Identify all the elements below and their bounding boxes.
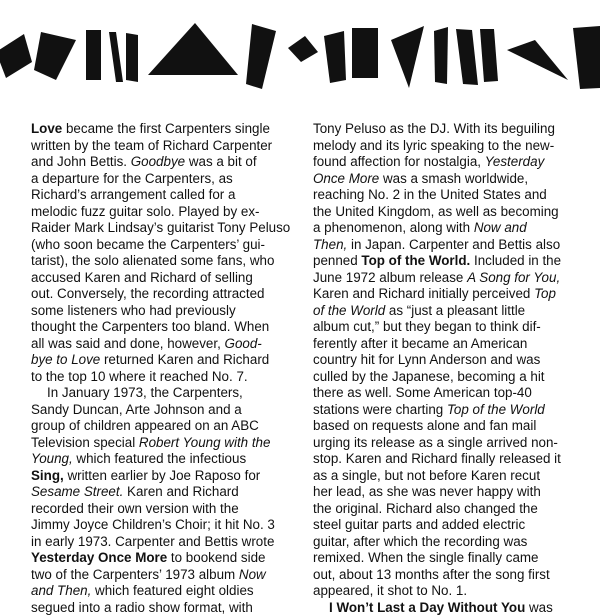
text-run: accused Karen and Richard of selling [31,270,253,285]
text-line [31,303,281,320]
text-line [31,319,281,336]
text-line [31,138,281,155]
text-run: June 1972 album release [313,270,467,285]
text-run: thought the Carpenters too bland. When [31,319,269,334]
text-line [31,220,281,237]
text-line [313,468,563,485]
banner-shape [324,31,346,83]
text-run: was a smash worldwide, [379,171,528,186]
text-run: guitar, after which the recording was [313,534,527,549]
text-line [313,319,563,336]
song-title-bold: Sing, [31,468,64,483]
text-line [313,451,563,468]
text-run: returned Karen and Richard [100,352,269,367]
text-line [313,369,563,386]
text-run: remixed. When the single finally came [313,550,539,565]
text-line [31,204,281,221]
text-line [313,484,563,501]
text-run: country hit for Lynn Anderson and was [313,352,540,367]
text-run: a departure for the Carpenters, as [31,171,233,186]
song-title-bold: Yesterday Once More [31,550,167,565]
text-run: (who soon became the Carpenters’ gui- [31,237,265,252]
text-run: Television special [31,435,139,450]
text-line [313,352,563,369]
text-run: the original. Richard also changed the [313,501,538,516]
text-run: was [525,600,553,615]
text-line [313,600,563,616]
text-run: Karen and Richard [123,484,238,499]
text-run: which featured eight oldies [91,583,253,598]
text-line [313,501,563,518]
text-line [31,121,281,138]
text-run: her lead, as she was never happy with [313,484,541,499]
text-run: in Japan. Carpenter and Bettis also [347,237,560,252]
text-line [31,385,281,402]
text-run: reaching No. 2 in the United States and [313,187,547,202]
text-line [313,385,563,402]
text-run: Jimmy Joyce Children’s Choir; it hit No. 3 [31,517,275,532]
text-line [31,484,281,501]
text-run: became the first Carpenters single [62,121,270,136]
text-line [31,567,281,584]
banner-shape [86,30,101,80]
text-run: recorded their own version with the [31,501,239,516]
text-line [313,402,563,419]
title-italic: Young, [31,451,73,466]
article-left-column [31,121,281,616]
text-line [313,534,563,551]
text-run: to the top 10 where it reached No. 7. [31,369,248,384]
text-run: Sandy Duncan, Arte Johnson and a [31,402,242,417]
title-italic: Top [534,286,556,301]
song-title-bold: Love [31,121,62,136]
text-run: penned [313,253,361,268]
text-line [31,468,281,485]
banner-shape [573,26,600,89]
title-italic: Good- [225,336,262,351]
text-line [313,187,563,204]
text-line [313,220,563,237]
text-line [313,138,563,155]
text-line [31,534,281,551]
text-run: stations were charting [313,402,447,417]
text-run: melodic fuzz guitar solo. Played by ex- [31,204,260,219]
text-line [31,550,281,567]
text-line [31,270,281,287]
text-run: out. Conversely, the recording attracted [31,286,264,301]
text-line [313,517,563,534]
text-run: two of the Carpenters’ 1973 album [31,567,239,582]
text-line [31,435,281,452]
text-line [313,435,563,452]
text-run: urging its release as a single arrived non- [313,435,558,450]
text-run: written by the team of Richard Carpenter [31,138,272,153]
text-line [313,336,563,353]
text-run: found affection for nostalgia, [313,154,485,169]
text-line [313,237,563,254]
text-run: steel guitar parts and added electric [313,517,525,532]
title-italic: Goodbye [131,154,185,169]
text-run: was a bit of [185,154,256,169]
text-run: a phenomenon, along with [313,220,474,235]
article-right-column [313,121,563,616]
text-line [31,501,281,518]
text-run: as “just a pleasant little [385,303,525,318]
text-line [31,451,281,468]
text-run: as a single, but not before Karen recut [313,468,540,483]
title-italic: Now and [474,220,527,235]
text-run: and John Bettis. [31,154,131,169]
title-italic: Sesame Street. [31,484,123,499]
text-line [31,418,281,435]
banner-shape [34,32,76,80]
text-line [31,286,281,303]
text-run: there as well. Some American top-40 [313,385,532,400]
text-line [313,303,563,320]
title-italic: Robert Young with the [139,435,271,450]
title-italic: Now [239,567,266,582]
banner-shape [288,36,318,62]
text-line [313,550,563,567]
text-run: album cut,” but they began to think dif- [313,319,541,334]
text-line [31,187,281,204]
text-run: Tony Peluso as the DJ. With its beguiling [313,121,555,136]
banner-shape [246,24,276,89]
text-run: which featured the infectious [73,451,246,466]
text-run: some listeners who had previously [31,303,236,318]
title-italic: Top of the World [447,402,545,417]
text-line [31,154,281,171]
title-italic: Yesterday [485,154,545,169]
text-line [313,583,563,600]
text-run: ferently after it became an American [313,336,527,351]
text-run: In January 1973, the Carpenters, [47,385,243,400]
text-line [31,600,281,616]
text-line [313,567,563,584]
banner-shape [391,26,424,88]
title-italic: of the World [313,303,385,318]
text-run: in early 1973. Carpenter and Bettis wrote [31,534,274,549]
banner-shape [109,32,123,82]
banner-shape [434,27,448,84]
banner-shape [148,23,238,75]
song-title-bold: I Won’t Last a Day Without You [329,600,525,615]
text-line [31,336,281,353]
text-run: Richard’s arrangement called for a [31,187,235,202]
banner-shape [352,28,378,78]
text-run: appeared, it shot to No. 1. [313,583,467,598]
text-run: segued into a radio show format, with [31,600,253,615]
title-italic: and Then, [31,583,91,598]
text-run: Included in the [470,253,561,268]
text-line [313,171,563,188]
title-italic: A Song for You, [467,270,560,285]
text-run: Raider Mark Lindsay’s guitarist Tony Peluso [31,220,290,235]
banner-shape [126,33,138,82]
text-line [31,517,281,534]
text-line [31,369,281,386]
text-run: Karen and Richard initially perceived [313,286,534,301]
text-run: group of children appeared on an ABC [31,418,259,433]
text-line [313,154,563,171]
text-line [31,171,281,188]
banner-shape [480,29,498,82]
text-run: to bookend side [167,550,265,565]
banner-shape [0,34,32,78]
geometric-shapes-banner [0,0,600,100]
text-line [313,286,563,303]
text-run: out, about 13 months after the song first [313,567,550,582]
text-line [313,270,563,287]
text-line [313,253,563,270]
title-italic: bye to Love [31,352,100,367]
text-run: tarist), the solo alienated some fans, who [31,253,274,268]
banner-shape [456,29,478,85]
title-italic: Once More [313,171,379,186]
title-italic: Then, [313,237,347,252]
text-run: stop. Karen and Richard finally released it [313,451,561,466]
text-line [31,237,281,254]
text-line [313,121,563,138]
text-line [313,204,563,221]
text-line [313,418,563,435]
text-line [31,402,281,419]
song-title-bold: Top of the World. [361,253,470,268]
text-run: based on requests alone and fan mail [313,418,536,433]
text-run: written earlier by Joe Raposo for [64,468,261,483]
text-run: melody and its lyric speaking to the new- [313,138,554,153]
text-run: all was said and done, however, [31,336,225,351]
text-run: culled by the Japanese, becoming a hit [313,369,545,384]
text-line [31,253,281,270]
banner-shape [507,40,568,80]
text-line [31,583,281,600]
text-line [31,352,281,369]
text-run: the United Kingdom, as well as becoming [313,204,559,219]
